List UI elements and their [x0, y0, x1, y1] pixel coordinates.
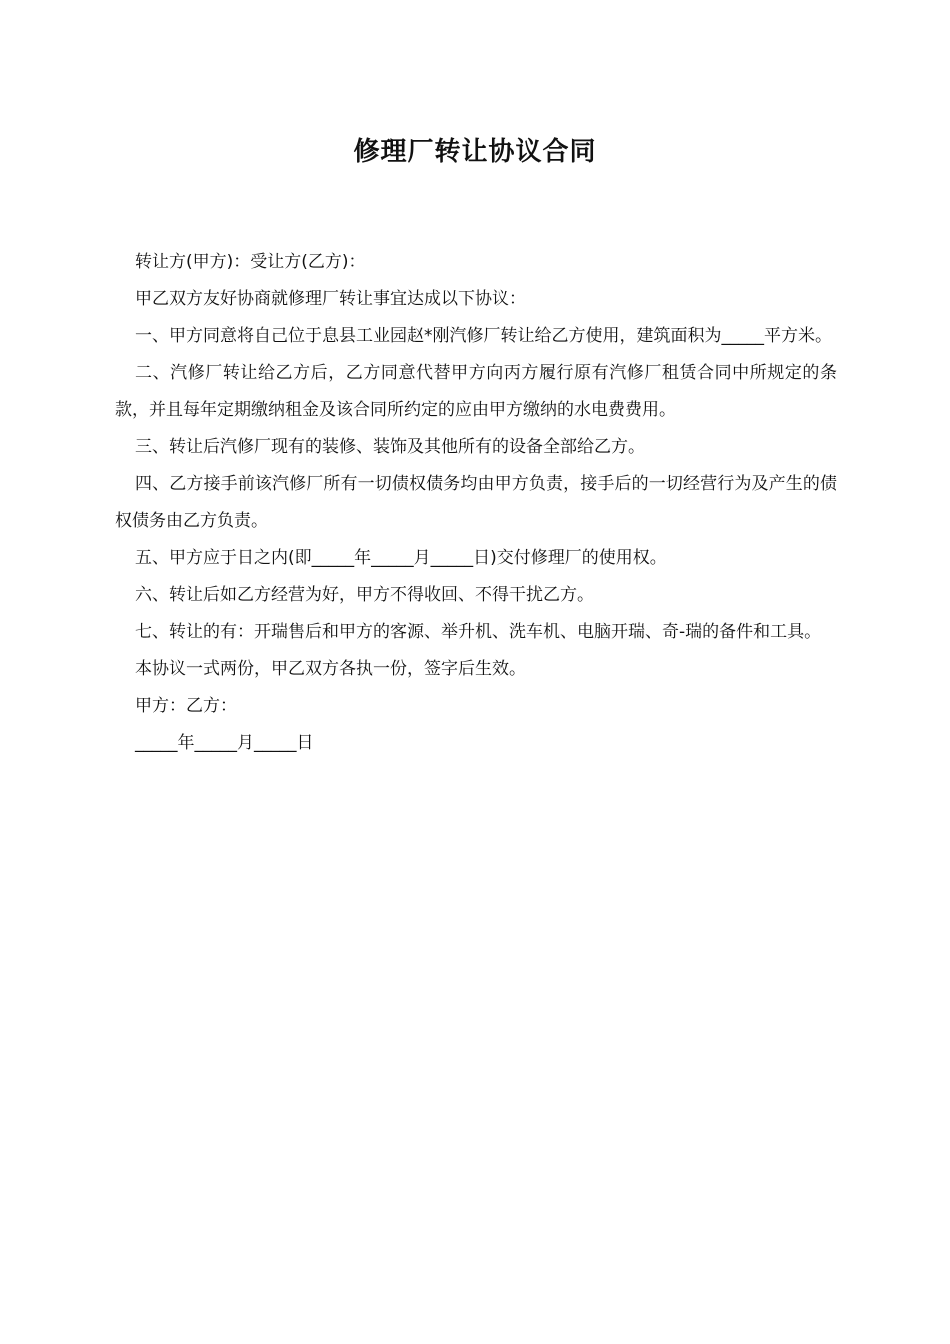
- parties-line: 转让方(甲方)：受让方(乙方)：: [135, 252, 366, 272]
- clause-7: 七、转让的有：开瑞售后和甲方的客源、举升机、洗车机、电脑开瑞、奇-瑞的备件和工具。: [135, 622, 822, 642]
- clause-2: 二、汽修厂转让给乙方后，乙方同意代替甲方向丙方履行原有汽修厂租赁合同中所规定的条款，并且每年定期缴纳租金及该合同所约定的应由甲方缴纳的水电费费用。: [115, 363, 837, 420]
- validity-paragraph: 本协议一式两份，甲乙双方各执一份，签字后生效。: [135, 659, 526, 679]
- clause-6: 六、转让后如乙方经营为好，甲方不得收回、不得干扰乙方。: [135, 585, 594, 605]
- clause-1: 一、甲方同意将自己位于息县工业园赵*刚汽修厂转让给乙方使用，建筑面积为_____平方米。: [135, 326, 832, 346]
- document-title: 修理厂转让协议合同: [353, 137, 597, 167]
- clause-4: 四、乙方接手前该汽修厂所有一切债权债务均由甲方负责，接手后的一切经营行为及产生的债权债务由乙方负责。: [115, 474, 837, 531]
- date-line: _____年_____月_____日: [135, 733, 314, 753]
- clause-3: 三、转让后汽修厂现有的装修、装饰及其他所有的设备全部给乙方。: [135, 437, 645, 457]
- document-body: [115, 244, 837, 762]
- intro-paragraph: 甲乙双方友好协商就修理厂转让事宜达成以下协议：: [135, 289, 526, 309]
- signature-line: 甲方：乙方：: [135, 696, 237, 716]
- clause-5: 五、甲方应于日之内(即_____年_____月_____日)交付修理厂的使用权。: [135, 548, 667, 568]
